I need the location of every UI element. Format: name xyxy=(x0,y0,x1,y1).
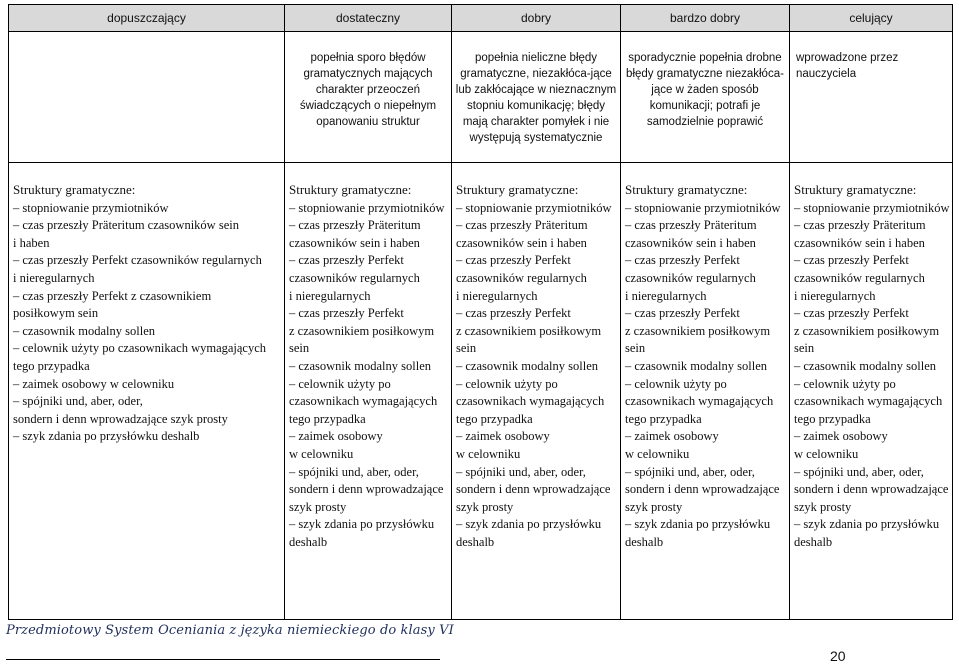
structure-item: w celowniku xyxy=(456,446,521,461)
structure-item: z czasownikiem posiłkowym xyxy=(794,323,940,338)
error-criteria-cell: popełnia sporo błędów gramatycznych mających charakter przeoczeń świadczących o niepełnym opanowaniu struktur xyxy=(285,32,452,163)
error-criteria-row xyxy=(9,32,953,163)
grade-header-cell: dopuszczający xyxy=(9,5,285,32)
structures-cell xyxy=(452,163,621,620)
structure-item: czasowników regularnych xyxy=(289,270,420,285)
structures-heading: Struktury gramatyczne: xyxy=(625,182,748,197)
structure-item: i nieregularnych xyxy=(289,288,371,303)
structure-item: – czas przeszły Perfekt xyxy=(794,253,909,268)
structure-item: czasownikach wymagających xyxy=(794,394,943,409)
structure-item: – celownik użyty po czasownikach wymagających xyxy=(13,341,267,356)
structure-item: czasowników sein i haben xyxy=(456,235,587,250)
structure-item: – czas przeszły Perfekt xyxy=(456,306,571,321)
structure-item: – spójniki und, aber, oder, xyxy=(456,464,586,479)
structure-item: czasowników regularnych xyxy=(794,270,925,285)
structure-item: czasowników sein i haben xyxy=(625,235,756,250)
structure-item: deshalb xyxy=(625,534,664,549)
structure-item: – stopniowanie przymiotników xyxy=(13,200,169,215)
structure-item: – czas przeszły Präteritum xyxy=(289,218,421,233)
structure-item: – stopniowanie przymiotników xyxy=(289,200,445,215)
structure-item: czasownikach wymagających xyxy=(289,394,438,409)
error-criteria-cell: wprowadzone przez nauczyciela xyxy=(790,32,953,163)
structure-item: w celowniku xyxy=(794,446,859,461)
structure-item: w celowniku xyxy=(289,446,354,461)
structure-item: – szyk zdania po przysłówku deshalb xyxy=(13,429,200,444)
error-criteria-cell: sporadycznie popełnia drobne błędy gramatyczne niezakłóca-jące w żaden sposób komunikacji; potrafi je samodzielnie poprawić xyxy=(621,32,790,163)
structures-heading: Struktury gramatyczne: xyxy=(289,182,412,197)
structure-item: sein xyxy=(625,341,646,356)
structure-item: tego przypadka xyxy=(794,411,871,426)
structures-row xyxy=(9,163,953,620)
structure-item: tego przypadka xyxy=(456,411,533,426)
structure-item: – czas przeszły Perfekt xyxy=(456,253,571,268)
structure-item: szyk prosty xyxy=(625,499,683,514)
structure-item: sondern i denn wprowadzające xyxy=(289,482,444,497)
structure-item: z czasownikiem posiłkowym xyxy=(456,323,602,338)
structures-cell xyxy=(285,163,452,620)
structure-item: – celownik użyty po xyxy=(456,376,558,391)
structure-item: szyk prosty xyxy=(456,499,514,514)
structure-item: – czasownik modalny sollen xyxy=(289,358,431,373)
error-criteria-cell xyxy=(9,32,285,163)
structure-item: – stopniowanie przymiotników xyxy=(625,200,781,215)
structures-heading: Struktury gramatyczne: xyxy=(794,182,917,197)
structure-item: sondern i denn wprowadzające szyk prosty xyxy=(13,411,228,426)
structure-item: sondern i denn wprowadzające xyxy=(794,482,949,497)
structure-item: – czas przeszły Perfekt xyxy=(289,253,404,268)
grade-header-cell: bardzo dobry xyxy=(621,5,790,32)
structure-item: – czas przeszły Präteritum xyxy=(625,218,757,233)
structure-item: szyk prosty xyxy=(289,499,347,514)
page-number: 20 xyxy=(830,648,846,664)
structures-cell xyxy=(9,163,285,620)
structure-item: – czas przeszły Perfekt xyxy=(289,306,404,321)
structure-item: – zaimek osobowy xyxy=(289,429,383,444)
grade-header-cell: dostateczny xyxy=(285,5,452,32)
structures-cell xyxy=(621,163,790,620)
structure-item: i nieregularnych xyxy=(794,288,876,303)
structure-item: – celownik użyty po xyxy=(289,376,391,391)
structure-item: – szyk zdania po przysłówku xyxy=(456,517,602,532)
structure-item: – czas przeszły Präteritum czasowników sein xyxy=(13,218,239,233)
structure-item: deshalb xyxy=(289,534,328,549)
structure-item: – czas przeszły Präteritum xyxy=(794,218,926,233)
structure-item: i nieregularnych xyxy=(13,270,95,285)
footer-divider xyxy=(6,659,440,660)
structure-item: – stopniowanie przymiotników xyxy=(794,200,950,215)
structure-item: deshalb xyxy=(456,534,495,549)
structure-item: sondern i denn wprowadzające xyxy=(456,482,611,497)
structure-item: – zaimek osobowy xyxy=(794,429,888,444)
grade-header-cell: celujący xyxy=(790,5,953,32)
structure-item: – czas przeszły Perfekt xyxy=(625,306,740,321)
error-criteria-cell: popełnia nieliczne błędy gramatyczne, niezakłóca-jące lub zakłócające w nieznacznym stopniu komunikację; błędy mają charakter pomyłek i nie występują systematycznie xyxy=(452,32,621,163)
structure-item: – szyk zdania po przysłówku xyxy=(289,517,435,532)
structure-item: sein xyxy=(289,341,310,356)
structure-item: – czas przeszły Präteritum xyxy=(456,218,588,233)
structure-item: posiłkowym sein xyxy=(13,306,99,321)
structure-item: – spójniki und, aber, oder, xyxy=(13,394,143,409)
structure-item: – czasownik modalny sollen xyxy=(794,358,936,373)
structure-item: – zaimek osobowy w celowniku xyxy=(13,376,175,391)
structure-item: i nieregularnych xyxy=(625,288,707,303)
structure-item: czasowników regularnych xyxy=(456,270,587,285)
structure-item: czasowników sein i haben xyxy=(289,235,420,250)
structure-item: – stopniowanie przymiotników xyxy=(456,200,612,215)
structure-item: czasowników regularnych xyxy=(625,270,756,285)
structure-item: tego przypadka xyxy=(289,411,366,426)
structure-item: sondern i denn wprowadzające xyxy=(625,482,780,497)
structure-item: sein xyxy=(456,341,477,356)
structure-item: – spójniki und, aber, oder, xyxy=(794,464,924,479)
grading-table xyxy=(8,4,953,620)
structure-item: – czas przeszły Perfekt xyxy=(794,306,909,321)
grade-header-cell: dobry xyxy=(452,5,621,32)
structure-item: – spójniki und, aber, oder, xyxy=(625,464,755,479)
structure-item: – czas przeszły Perfekt xyxy=(625,253,740,268)
structure-item: – spójniki und, aber, oder, xyxy=(289,464,419,479)
structure-item: – szyk zdania po przysłówku xyxy=(794,517,940,532)
structure-item: – czasownik modalny sollen xyxy=(625,358,767,373)
structure-item: – celownik użyty po xyxy=(625,376,727,391)
structures-heading: Struktury gramatyczne: xyxy=(456,182,579,197)
structure-item: w celowniku xyxy=(625,446,690,461)
structure-item: sein xyxy=(794,341,815,356)
structure-item: deshalb xyxy=(794,534,833,549)
structure-item: – czas przeszły Perfekt z czasownikiem xyxy=(13,288,212,303)
structure-item: – zaimek osobowy xyxy=(456,429,550,444)
structure-item: szyk prosty xyxy=(794,499,852,514)
structure-item: czasowników sein i haben xyxy=(794,235,925,250)
grade-header-row xyxy=(9,5,953,32)
structure-item: – czasownik modalny sollen xyxy=(13,323,155,338)
structure-item: – celownik użyty po xyxy=(794,376,896,391)
structure-item: – szyk zdania po przysłówku xyxy=(625,517,771,532)
structure-item: i haben xyxy=(13,235,50,250)
structure-item: i nieregularnych xyxy=(456,288,538,303)
structure-item: czasownikach wymagających xyxy=(625,394,774,409)
structure-item: – zaimek osobowy xyxy=(625,429,719,444)
structure-item: – czasownik modalny sollen xyxy=(456,358,598,373)
structure-item: z czasownikiem posiłkowym xyxy=(625,323,771,338)
structures-cell xyxy=(790,163,953,620)
footer-title: Przedmiotowy System Oceniania z języka niemieckiego do klasy VI xyxy=(6,623,454,638)
structure-item: z czasownikiem posiłkowym xyxy=(289,323,435,338)
structure-item: tego przypadka xyxy=(625,411,702,426)
structures-heading: Struktury gramatyczne: xyxy=(13,182,136,197)
structure-item: – czas przeszły Perfekt czasowników regularnych xyxy=(13,253,262,268)
structure-item: czasownikach wymagających xyxy=(456,394,605,409)
structure-item: tego przypadka xyxy=(13,358,90,373)
